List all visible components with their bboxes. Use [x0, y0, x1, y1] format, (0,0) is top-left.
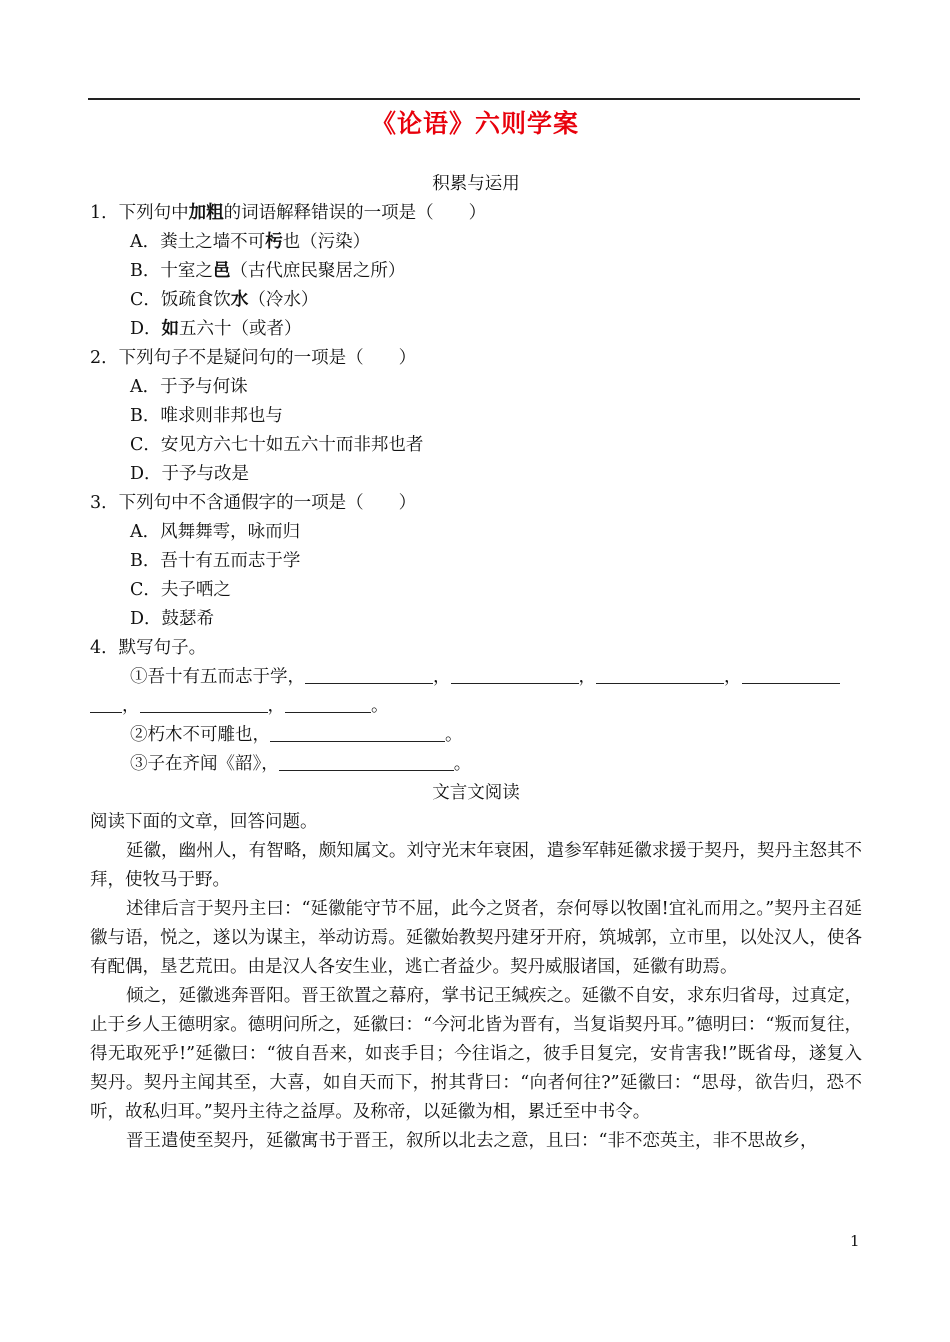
answer-blank[interactable]	[270, 723, 445, 742]
reading-paragraph: 晋王遣使至契丹，延徽寓书于晋王，叙所以北去之意，且曰：“非不恋英主，非不思故乡，	[126, 1131, 818, 1151]
reading-intro: 阅读下面的文章，回答问题。	[90, 812, 318, 832]
question-1-option-d: D．如五六十（或者）	[130, 319, 302, 339]
question-3-stem: 3．下列句中不含通假字的一项是（ ）	[90, 493, 417, 513]
question-1-option-c: C．饭疏食饮水（冷水）	[130, 290, 319, 310]
reading-paragraph: 述律后言于契丹主曰：“延徽能守节不屈，此今之贤者，奈何辱以牧圉!宜礼而用之。”契丹主召延徽与语，悦之，遂以为谋主，举动访焉。延徽始教契丹建牙开府，筑城郭，立市里，以处汉人，使各有配偶，垦艺荒田。由是汉人各安生业，逃亡者益少。契丹威服诸国，延徽有助焉。	[90, 899, 862, 977]
question-2-stem: 2．下列句子不是疑问句的一项是（ ）	[90, 348, 417, 368]
question-1-stem: 1．下列句中加粗的词语解释错误的一项是（ ）	[90, 203, 487, 223]
section-heading-reading: 文言文阅读	[432, 783, 520, 803]
reading-paragraph: 延徽，幽州人，有智略，颇知属文。刘守光末年衰困，遣参军韩延徽求援于契丹，契丹主怒其不拜，使牧马于野。	[90, 841, 862, 890]
answer-blank[interactable]	[596, 665, 724, 684]
question-4-fill-1: ①吾十有五而志于学， ， ， ，	[90, 663, 862, 692]
section-heading-accumulation: 积累与运用	[432, 174, 520, 194]
question-3-option-c: C．夫子哂之	[130, 580, 231, 600]
reading-paragraph: 倾之，延徽逃奔晋阳。晋王欲置之幕府，掌书记王缄疾之。延徽不自安，求东归省母，过真定，止于乡人王德明家。德明问所之，延徽曰：“今河北皆为晋有，当复诣契丹耳。”德明曰：“叛而复往，得无取死乎!”延徽曰：“彼自吾来，如丧手目；今往诣之，彼手目复完，安肯害我!”既省母，遂复入契丹。契丹主闻其至，大喜，如自天而下，拊其背曰：“向者何往?”延徽曰：“思母，欲告归，恐不听，故私归耳。”契丹主待之益厚。及称帝，以延徽为相，累迁至中书令。	[90, 986, 862, 1122]
question-2-option-a: A．于予与何诛	[130, 377, 248, 397]
answer-blank[interactable]	[90, 694, 122, 713]
question-2-option-c: C．安见方六七十如五六十而非邦也者	[130, 435, 424, 455]
question-4-fill-2: ②朽木不可雕也， 。	[130, 725, 463, 745]
question-3-option-a: A．风舞舞雩，咏而归	[130, 522, 301, 542]
question-4-fill-1-cont: ， ， 。	[90, 692, 862, 721]
document-body	[90, 170, 862, 1156]
question-1-option-a: A．粪土之墙不可杇也（污染）	[130, 232, 371, 252]
answer-blank[interactable]	[285, 694, 371, 713]
question-1-option-b: B．十室之邑（古代庶民聚居之所）	[130, 261, 406, 281]
question-2-option-b: B．唯求则非邦也与	[130, 406, 283, 426]
question-2-option-d: D．于予与改是	[130, 464, 250, 484]
answer-blank[interactable]	[305, 665, 433, 684]
page-title: 《论语》六则学案	[370, 109, 579, 138]
header-rule	[88, 98, 860, 100]
answer-blank[interactable]	[451, 665, 579, 684]
answer-blank[interactable]	[140, 694, 268, 713]
question-3-option-b: B．吾十有五而志于学	[130, 551, 301, 571]
page-number: 1	[850, 1232, 860, 1250]
question-4-fill-3: ③子在齐闻《韶》， 。	[130, 754, 472, 774]
answer-blank[interactable]	[279, 752, 454, 771]
answer-blank[interactable]	[742, 665, 840, 684]
question-4-stem: 4．默写句子。	[90, 638, 207, 658]
question-3-option-d: D．鼓瑟希	[130, 609, 215, 629]
